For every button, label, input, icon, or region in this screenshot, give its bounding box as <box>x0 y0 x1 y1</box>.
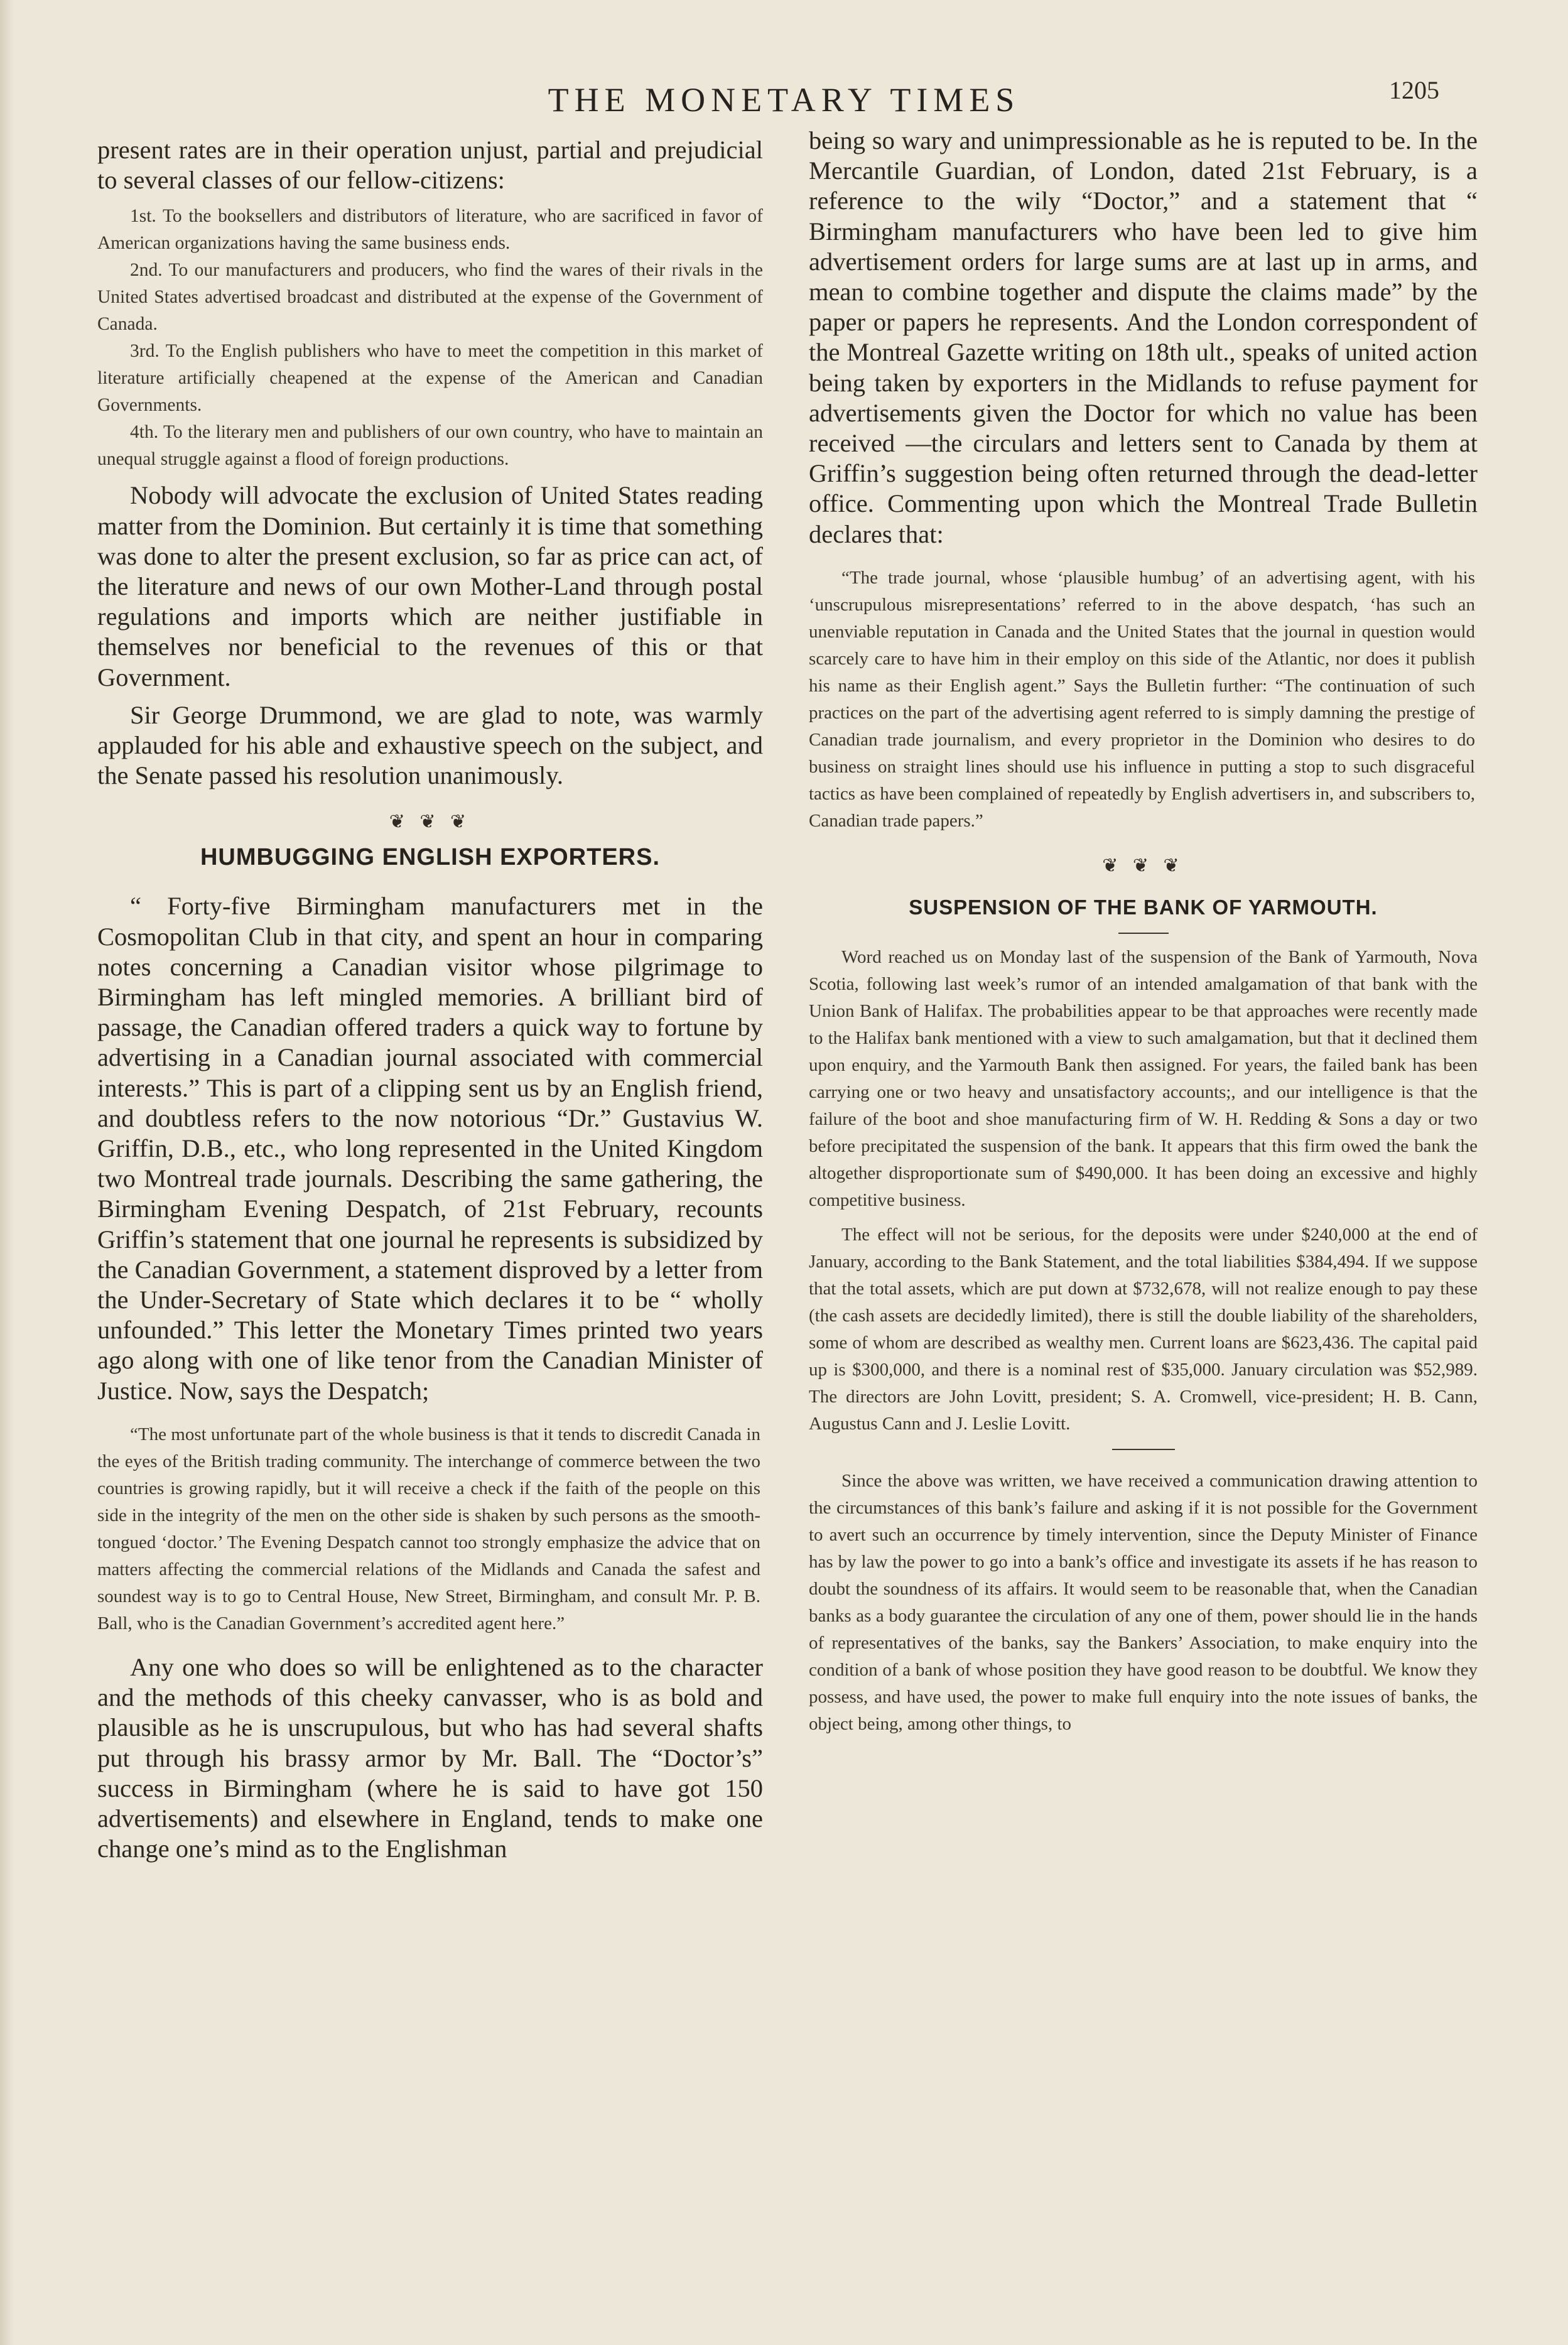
paragraph-since: Since the above was written, we have received a communication drawing attention to the circumstances of this bank’s failure and asking if it is not possible for the Government to avert such an occurrence by timely intervention, since the Deputy Minister of Finance has by law the power to go into a bank’s office and investigate its assets if he has reason to doubt the soundness of its affairs. It would seem to be reasonable that, when the Canadian banks as a body guarantee the circulation of any one of them, power should lie in the hands of representatives of the banks, say the Bankers’ Association, to make enquiry into the condition of a bank of whose position they have good reason to be doubtful. We know they possess, and have used, the power to make full enquiry into the note issues of banks, the object being, among other things, to <box>809 1470 1478 1734</box>
running-head <box>0 75 1568 126</box>
right-column <box>809 126 1478 1738</box>
rule-divider <box>1118 933 1169 934</box>
quote-bulletin: “The trade journal, whose ‘plausible humbug’ of an advertising agent, with his ‘unscrupulous misrepresentations’ referred to in the above despatch, ‘has such an unenviable reputation in Canada and the United States that the journal in question would scarcely care to have him in their employ on this side of the Atlantic, nor does it publish his name as their English agent.” Says the Bulletin further: “The continuation of such practices on the part of the advertising agent referred to is simply damning the prestige of Canadian trade journalism, and every proprietor in the Dominion who desires to do business on straight lines should use his influence in putting a stop to such disgraceful tactics as have been complained of repeatedly by English advertisers in, and subscribers to, Canadian trade papers.” <box>809 567 1475 831</box>
paragraph-wary: being so wary and unimpressionable as he is reputed to be. In the Mercantile Guardian, of London, dated 21st February, is a reference to the wily “Doctor,” and a statement that “ Birmingham manufacturers who have been led to give him advertisement orders for large sums are at last up in arms, and mean to combine together and dispute the claims made” by the paper or papers he represents. And the London correspondent of the Montreal Gazette writing on 18th ult., speaks of united action being taken by exporters in the Midlands to refuse payment for advertisements given the Doctor for which no value has been received —the circulars and letters sent to Canada by them at Griffin’s suggestion being often returned through the dead-letter office. Commenting upon which the Montreal Trade Bulletin declares that: <box>809 126 1478 548</box>
rule-divider <box>1112 1449 1175 1450</box>
quote-despatch: “The most unfortunate part of the whole business is that it tends to discredit Canada in the eyes of the British trading community. The interchange of commerce between the two countries is growing rapidly, but it will receive a check if the faith of the people on this side in the integrity of the men on the other side is shaken by such persons as the smooth-tongued ‘doctor.’ The Evening Despatch cannot too strongly emphasize the advice that on matters affecting the commercial relations of the Midlands and Canada the safest and soundest way is to go to Central House, New Street, Birmingham, and consult Mr. P. B. Ball, who is the Canadian Government’s accredited agent here.” <box>97 1424 760 1633</box>
paragraph-effect: The effect will not be serious, for the deposits were under $240,000 at the end of January, according to the Bank Statement, and the total liabilities $384,494. If we suppose that the total assets, which are put down at $732,678, will not realize enough to pay these (the cash assets are decidedly limited), there is still the double liability of the shareholders, some of whom are described as wealthy men. Current loans are $623,436. The capital paid up is $300,000, and there is a nominal rest of $35,000. January circulation was $52,989. The directors are John Lovitt, president; S. A. Cromwell, vice-president; H. B. Cann, Augustus Cann and J. Leslie Lovitt. <box>809 1224 1478 1434</box>
page-binding-edge <box>0 0 14 2345</box>
grievance-item: 4th. To the literary men and publishers of our own country, who have to maintain an unequal struggle against a flood of foreign productions. <box>97 422 763 470</box>
grievance-item: 2nd. To our manufacturers and producers, who find the wares of their rivals in the United States advertised broadcast and distributed at the expense of the Government of Canada. <box>97 260 763 335</box>
masthead: THE MONETARY TIMES <box>548 81 1020 119</box>
left-column <box>97 135 763 1864</box>
section-ornament: ❦ ❦ ❦ <box>1102 855 1184 876</box>
grievance-item: 3rd. To the English publishers who have to meet the competition in this market of literature artificially cheapened at the expense of the American and Canadian Governments. <box>97 341 763 416</box>
grievance-item: 1st. To the booksellers and distributors of literature, who are sacrificed in favor of American organizations having the same business ends. <box>97 206 763 254</box>
paragraph-word-reached: Word reached us on Monday last of the suspension of the Bank of Yarmouth, Nova Scotia, following last week’s rumor of an intended amalgamation of that bank with the Union Bank of Halifax. The probabilities appear to be that approaches were recently made to the Halifax bank mentioned with a view to such amalgamation, but that it declined them upon enquiry, and the Yarmouth Bank then assigned. For years, the failed bank has been carrying one or two heavy and unsatisfactory accounts;, and our intelligence is that the failure of the boot and shoe manufacturing firm of W. H. Redding & Sons a day or two before precipitated the suspension of the bank. It appears that this firm owed the bank the altogether disproportionate sum of $490,000. It has been doing an excessive and highly competitive business. <box>809 946 1478 1210</box>
page-number: 1205 <box>1389 76 1439 104</box>
headline-humbugging: HUMBUGGING ENGLISH EXPORTERS. <box>200 844 661 871</box>
intro-paragraph: present rates are in their operation unjust, partial and prejudicial to several classes of our fellow-citizens: <box>97 136 763 195</box>
paragraph-anyone: Any one who does so will be enlightened as to the character and the methods of this cheeky canvasser, who is as bold and plausible as he is unscrupulous, but who has had several shafts put through his brassy armor by Mr. Ball. The “Doctor’s” success in Birmingham (where he is said to have got 150 advertisements) and elsewhere in England, tends to make one change one’s mind as to the Englishman <box>97 1652 763 1863</box>
headline-yarmouth: SUSPENSION OF THE BANK OF YARMOUTH. <box>909 895 1378 919</box>
paragraph-nobody: Nobody will advocate the exclusion of United States reading matter from the Dominion. But certainly it is time that something was done to alter the present exclusion, so far as price can act, of the literature and news of our own Mother-Land through postal regulations and imports which are neither justifiable in themselves nor beneficial to the revenues of this or that Government. <box>97 481 763 691</box>
section-ornament: ❦ ❦ ❦ <box>389 811 472 833</box>
paragraph-drummond: Sir George Drummond, we are glad to note, was warmly applauded for his able and exhaustive speech on the subject, and the Senate passed his resolution unanimously. <box>97 700 763 790</box>
paragraph-forty-five: “ Forty-five Birmingham manufacturers met in the Cosmopolitan Club in that city, and spent an hour in comparing notes concerning a Canadian visitor whose pilgrimage to Birmingham has left mingled memories. A brilliant bird of passage, the Canadian offered traders a quick way to fortune by advertising in a Canadian journal associated with commercial interests.” This is part of a clipping sent us by an English friend, and doubtless refers to the now notorious “Dr.” Gustavius W. Griffin, D.B., etc., who long represented in the United Kingdom two Montreal trade journals. Describing the same gathering, the Birmingham Evening Despatch, of 21st February, recounts Griffin’s statement that one journal he represents is subsidized by the Canadian Government, a statement disproved by a letter from the Under-Secretary of State which declares it to be “ wholly unfounded.” This letter the Monetary Times printed two years ago along with one of like tenor from the Canadian Minister of Justice. Now, says the Despatch; <box>97 892 763 1405</box>
